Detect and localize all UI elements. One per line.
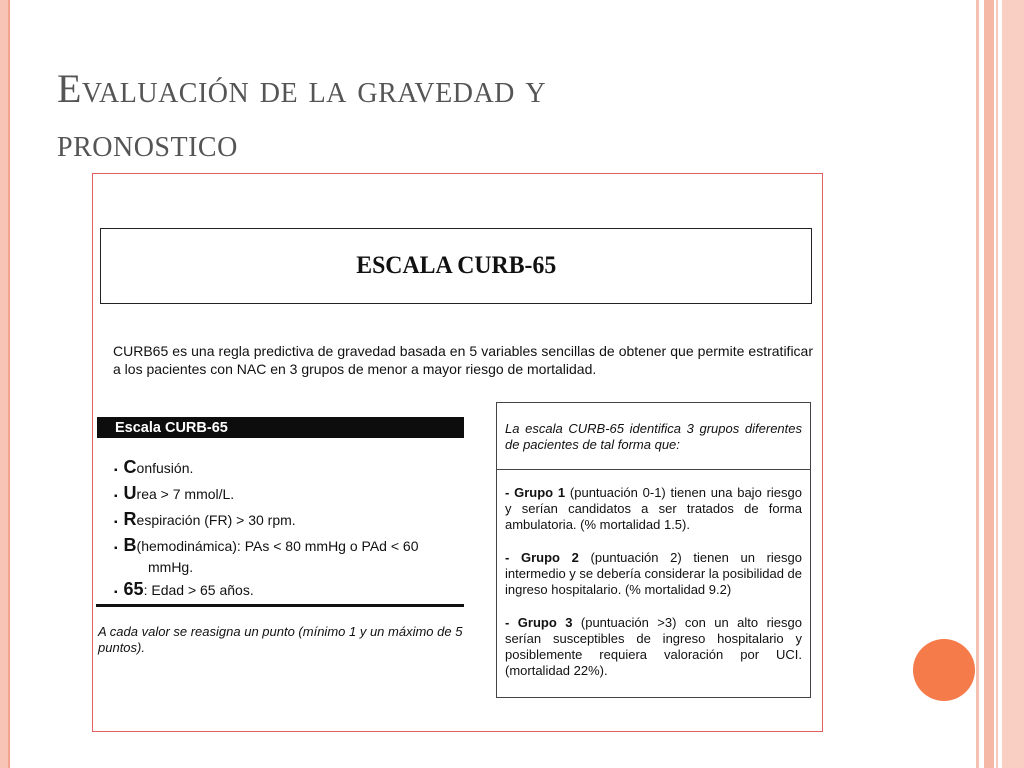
slide-title — [57, 62, 917, 170]
criterion-letter: U — [123, 483, 137, 503]
criterion-text-continued: mmHg. — [148, 559, 194, 575]
scale-heading-box — [100, 228, 812, 304]
edge-stripe — [996, 0, 998, 768]
group-label: - Grupo 3 — [505, 615, 573, 630]
criterion-r — [114, 508, 464, 534]
slide-title-line1: Evaluación de la gravedad y — [57, 66, 547, 111]
criterion-u — [114, 482, 464, 508]
bullet-icon: ▪ — [114, 491, 118, 502]
scale-title: Escala CURB-65 — [115, 419, 228, 436]
criterion-letter: C — [123, 457, 137, 477]
criterion-text: onfusión. — [136, 460, 194, 476]
scale-title-bar — [97, 417, 464, 438]
edge-stripe — [976, 0, 979, 768]
edge-stripe — [1002, 0, 1024, 768]
group-3 — [505, 615, 802, 679]
groups-intro: La escala CURB-65 identifica 3 grupos diferentes de pacientes de tal forma que: — [497, 403, 810, 470]
criterion-letter: B — [123, 535, 137, 555]
group-label: - Grupo 1 — [505, 485, 566, 500]
criterion-text: : Edad > 65 años. — [143, 582, 254, 598]
group-1 — [505, 485, 802, 533]
criterion-text: rea > 7 mmol/L. — [136, 486, 235, 502]
criterion-text: (hemodinámica): PAs < 80 mmHg o PAd < 60 — [136, 538, 419, 554]
scale-heading: ESCALA CURB-65 — [356, 252, 556, 279]
left-edge-stripe — [0, 0, 10, 768]
criterion-text: espiración (FR) > 30 rpm. — [136, 512, 296, 528]
bullet-icon: ▪ — [114, 465, 118, 476]
criteria-list — [114, 456, 464, 604]
group-2 — [505, 550, 802, 598]
right-edge-stripes — [976, 0, 1024, 768]
criterion-b-continuation — [114, 556, 464, 578]
orange-circle-icon — [913, 639, 975, 701]
criterion-letter: 65 — [123, 579, 144, 599]
scoring-note: A cada valor se reasigna un punto (mínimo 1 y un máximo de 5 puntos). — [98, 624, 463, 655]
slide-title-line2: pronostico — [57, 120, 238, 165]
group-text: (puntuación 0-1) tienen una bajo riesgo y serían candidatos a ser tratados de forma ambulatoria. (% mortalidad 1.5). — [505, 485, 802, 532]
intro-paragraph: CURB65 es una regla predictiva de gravedad basada en 5 variables sencillas de obtener que permite estratificar a los pacientes con NAC en 3 grupos de menor a mayor riesgo de mortalidad. — [113, 343, 813, 377]
divider-rule — [96, 604, 464, 607]
criterion-65 — [114, 578, 464, 604]
bullet-icon: ▪ — [114, 587, 118, 598]
edge-stripe — [984, 0, 994, 768]
criterion-letter: R — [123, 509, 137, 529]
group-text: (puntuación 2) tienen un riesgo intermedio y se debería considerar la posibilidad de ingreso hospitalario. (% mortalidad 9.2) — [505, 550, 803, 597]
criterion-c — [114, 456, 464, 482]
bullet-icon: ▪ — [114, 543, 118, 554]
group-label: - Grupo 2 — [505, 550, 579, 565]
bullet-icon: ▪ — [114, 517, 118, 528]
groups-body — [497, 485, 810, 696]
groups-table — [496, 402, 811, 698]
group-text: (puntuación >3) con un alto riesgo serían susceptibles de ingreso hospitalario y posiblemente requiera valoración por UCI. (mortalidad 22%). — [505, 615, 802, 678]
